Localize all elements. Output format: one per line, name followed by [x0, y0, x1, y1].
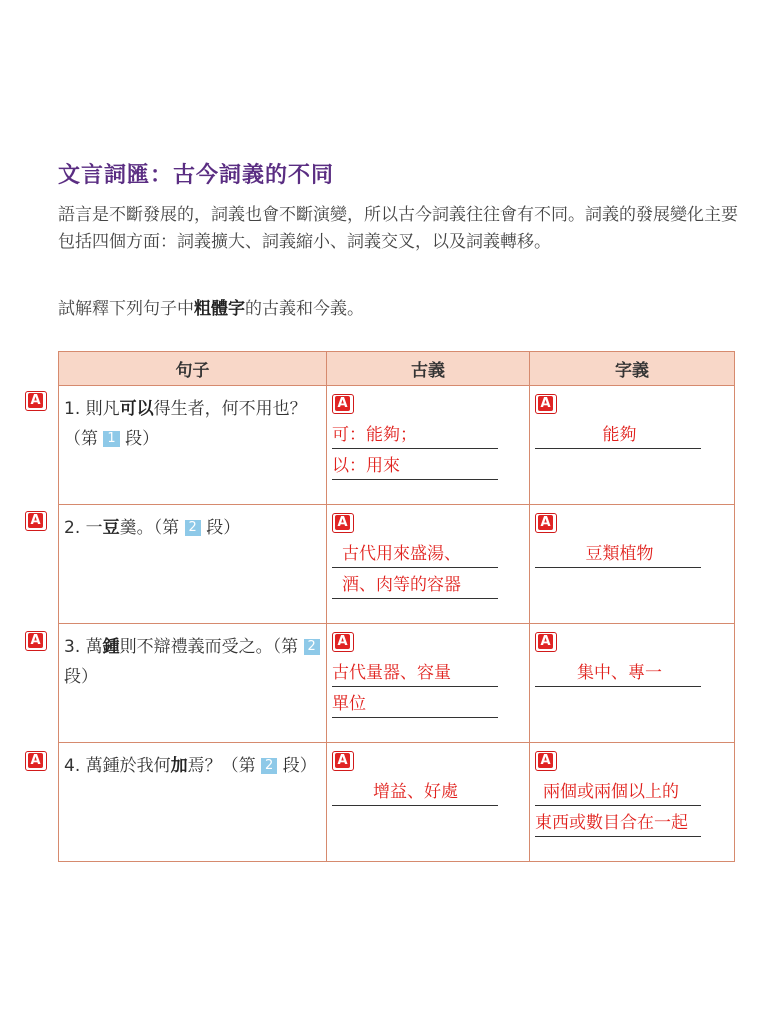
- sentence-number: 3.: [64, 637, 81, 657]
- answer-line: 集中、專一: [577, 663, 662, 683]
- answer-line: 可：能夠；: [332, 425, 417, 445]
- answer-line: 酒、肉等的容器: [342, 575, 461, 595]
- paragraph-badge: 2: [261, 758, 277, 774]
- answer-underline: [535, 686, 701, 687]
- page-title: 文言詞匯：古今詞義的不同: [58, 163, 335, 188]
- sentence-bold-word: 可以: [119, 399, 154, 419]
- sentence-pre: 則凡: [85, 399, 120, 419]
- answer-underline: [535, 567, 701, 568]
- answer-underline: [332, 479, 498, 480]
- answer-a-icon[interactable]: [535, 751, 557, 771]
- answer-underline: [535, 448, 701, 449]
- answer-a-icon[interactable]: [25, 751, 47, 771]
- sentence-bold-word: 鍾: [102, 637, 120, 657]
- modern-meaning-cell: [530, 505, 735, 624]
- sentence-number: 4.: [64, 756, 81, 776]
- sentence-post: 焉？（第: [187, 756, 256, 776]
- ancient-meaning-cell: [327, 743, 530, 862]
- paragraph-badge: 1: [103, 431, 119, 447]
- header-ancient-meaning: 古義: [327, 352, 530, 386]
- answer-line: 能夠: [602, 425, 637, 445]
- answer-a-icon[interactable]: [535, 632, 557, 652]
- answer-line: 古代用來盛湯、: [342, 544, 461, 564]
- sentence-text: [59, 743, 326, 781]
- sentence-text: [59, 505, 326, 543]
- sentence-pre: 萬鍾於我何: [85, 756, 171, 776]
- answer-a-icon[interactable]: [535, 394, 557, 414]
- answer-underline: [332, 805, 498, 806]
- sentence-bold-word: 豆: [102, 518, 120, 538]
- instruction: [58, 294, 364, 319]
- sentence-pre: 一: [85, 518, 103, 538]
- answer-a-icon[interactable]: [535, 513, 557, 533]
- instruction-before: 試解釋下列句子中: [58, 299, 194, 319]
- answer-a-icon[interactable]: [25, 511, 47, 531]
- sentence-post: 羹。（第: [119, 518, 180, 538]
- modern-meaning-cell: [530, 386, 735, 505]
- table-row: [59, 386, 735, 505]
- sentence-cell: [59, 624, 327, 743]
- instruction-bold: 粗體字: [194, 299, 245, 319]
- answer-underline: [535, 836, 701, 837]
- sentence-post: 得生者，何不用也？（第: [64, 399, 307, 449]
- vocab-table: [58, 351, 735, 862]
- answer-line: 單位: [332, 694, 366, 714]
- answer-line: 古代量器、容量: [332, 663, 451, 683]
- sentence-bold-word: 加: [170, 756, 188, 776]
- sentence-text: [59, 386, 326, 454]
- sentence-number: 2.: [64, 518, 81, 538]
- sentence-close: 段）: [282, 756, 317, 776]
- answer-line: 以：用來: [332, 456, 400, 476]
- answer-a-icon[interactable]: [25, 391, 47, 411]
- paragraph-badge: 2: [185, 520, 201, 536]
- intro-paragraph: 語言是不斷發展的，詞義也會不斷演變，所以古今詞義往往會有不同。詞義的發展變化主要包括四個方面：詞義擴大、詞義縮小、詞義交叉，以及詞義轉移。: [58, 205, 738, 252]
- table-header-row: [59, 352, 735, 386]
- sentence-pre: 萬: [85, 637, 103, 657]
- answer-line: 增益、好處: [373, 782, 458, 802]
- sentence-close: 段）: [64, 667, 98, 687]
- modern-meaning-cell: [530, 624, 735, 743]
- sentence-text: [59, 624, 326, 692]
- answer-a-icon[interactable]: [332, 513, 354, 533]
- answer-underline: [332, 598, 498, 599]
- answer-a-icon[interactable]: [332, 751, 354, 771]
- sentence-number: 1.: [64, 399, 81, 419]
- sentence-cell: [59, 386, 327, 505]
- table-row: [59, 624, 735, 743]
- header-sentence: 句子: [59, 352, 327, 386]
- sentence-cell: [59, 743, 327, 862]
- table-row: [59, 505, 735, 624]
- answer-a-icon[interactable]: [25, 631, 47, 651]
- sentence-cell: [59, 505, 327, 624]
- answer-line: 兩個或兩個以上的: [543, 782, 679, 802]
- instruction-after: 的古義和今義。: [245, 299, 364, 319]
- header-modern-meaning: 字義: [530, 352, 735, 386]
- modern-meaning-cell: [530, 743, 735, 862]
- sentence-close: 段）: [125, 429, 160, 449]
- ancient-meaning-cell: [327, 386, 530, 505]
- sentence-post: 則不辯禮義而受之。（第: [119, 637, 299, 657]
- answer-line: 豆類植物: [585, 544, 654, 564]
- answer-line: 東西或數目合在一起: [535, 813, 688, 833]
- ancient-meaning-cell: [327, 505, 530, 624]
- paragraph-badge: 2: [304, 639, 320, 655]
- table-row: [59, 743, 735, 862]
- ancient-meaning-cell: [327, 624, 530, 743]
- answer-a-icon[interactable]: [332, 394, 354, 414]
- answer-a-icon[interactable]: [332, 632, 354, 652]
- answer-underline: [332, 717, 498, 718]
- sentence-close: 段）: [206, 518, 241, 538]
